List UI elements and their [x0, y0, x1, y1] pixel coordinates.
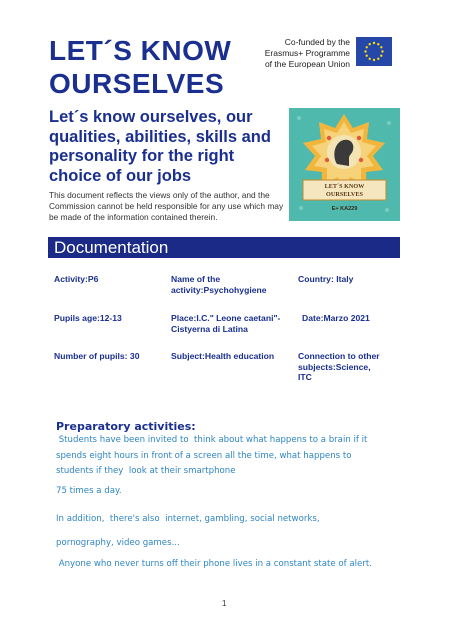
page-title: LET´S KNOW OURSELVES — [49, 35, 232, 99]
preparatory-heading: Preparatory activities: — [56, 420, 196, 433]
logo-code: E+ KA229 — [331, 206, 358, 212]
place-cell — [171, 313, 296, 334]
paragraph-1-line-3: students if they look at their smartphone — [56, 466, 236, 476]
country-cell: Country: Italy — [298, 274, 354, 284]
paragraph-2: 75 times a day. — [56, 486, 122, 496]
disclaimer: This document reflects the views only of the author, and the Commission cannot be held responsible for any use which may be made of the information contained therein. — [49, 190, 284, 222]
activity-name-line-1: Name of the — [171, 274, 221, 284]
documentation-bar — [48, 237, 400, 258]
cofund-line-3: of the European Union — [264, 59, 350, 69]
connection-line-1: Connection to other — [298, 351, 380, 361]
page-number: 1 — [222, 599, 227, 608]
subject-cell: Subject:Health education — [171, 351, 275, 361]
connection-line-2: subjects:Science, — [298, 361, 371, 372]
number-of-pupils-cell: Number of pupils: 30 — [54, 351, 140, 361]
connection-cell — [298, 351, 398, 383]
logo-line-1: LET´S KNOW — [324, 183, 365, 190]
activity-name-line-2: activity:Psychohygiene — [171, 284, 267, 295]
cofund-text — [258, 37, 350, 70]
place-line-1: Place:I.C." Leone caetani"- — [171, 313, 281, 323]
paragraph-1-line-1: Students have been invited to think about what happens to a brain if it — [56, 435, 368, 445]
cofund-line-2: Erasmus+ Programme — [264, 48, 350, 58]
paragraph-1-line-2: spends eight hours in front of a screen all the time, what happens to — [56, 450, 352, 461]
pupils-age-cell: Pupils age:12-13 — [54, 313, 122, 323]
subtitle: Let´s know ourselves, our qualities, abilities, skills and personality for the right choice of our jobs — [49, 108, 271, 185]
eu-flag-icon — [356, 37, 392, 66]
place-line-2: Cistyerna di Latina — [171, 323, 248, 334]
logo-line-2: OURSELVES — [326, 191, 363, 198]
project-logo-image — [289, 108, 400, 221]
paragraph-5: Anyone who never turns off their phone lives in a constant state of alert. — [56, 559, 372, 569]
paragraph-4: pornography, video games... — [56, 538, 180, 548]
documentation-label: Documentation — [54, 238, 169, 257]
activity-name-cell — [171, 274, 291, 295]
cofund-line-1: Co-funded by the — [284, 37, 350, 47]
connection-line-3: ITC — [298, 372, 312, 382]
activity-cell: Activity:P6 — [54, 274, 99, 284]
paragraph-1 — [56, 433, 386, 480]
date-cell: Date:Marzo 2021 — [302, 313, 370, 323]
paragraph-3: In addition, there's also internet, gambling, social networks, — [56, 514, 320, 524]
